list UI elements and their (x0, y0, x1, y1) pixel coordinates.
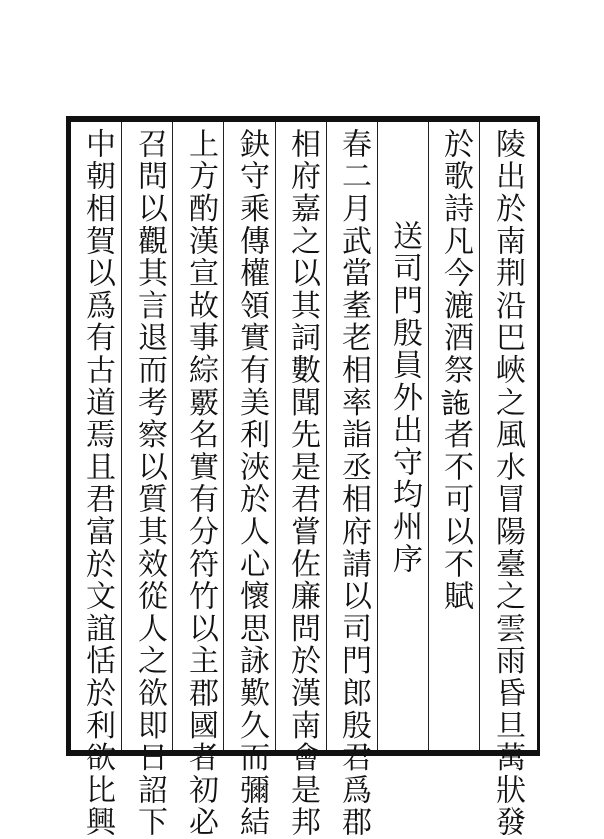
column-rule (275, 122, 276, 750)
column-text: 陵出於南荆沿巴峽之風水冒陽臺之雲雨昏旦萬狀發 (490, 128, 525, 839)
column-text: 上方酌漢宣故事綜覈名實有分符竹以主郡國者初必 (183, 128, 218, 839)
section-heading: 送司門殷員外出守均州序 (387, 220, 422, 576)
column-rule (326, 122, 327, 750)
column-rule (479, 122, 480, 750)
column-text: 鈌守乘傳權領實有美利浹於人心懷思詠歎久而彌結 (234, 128, 269, 839)
text-column-5 (278, 128, 326, 839)
column-rule (121, 122, 122, 750)
text-frame (66, 116, 540, 839)
column-text: 春二月武當耊老相率詣丞相府請以司門郎殷君爲郡 (336, 128, 371, 839)
text-column-3-heading (380, 128, 428, 748)
column-text: 召問以觀其言退而考察以質其效從人之欲即日詔下 (132, 128, 167, 839)
column-text: 於歌詩凡今漉酒祭𧦧者不可以不賦 (438, 128, 473, 613)
text-column-9 (73, 128, 121, 839)
text-column-4 (329, 128, 377, 839)
column-rule (377, 122, 378, 750)
text-column-1 (483, 128, 531, 839)
text-column-8 (125, 128, 173, 839)
text-column-2 (431, 128, 479, 748)
text-column-7 (176, 128, 224, 839)
text-column-6 (227, 128, 275, 839)
column-rule (428, 122, 429, 750)
column-text: 中朝相賀以爲有古道焉且君富於文誼恬於利欲比興 (80, 128, 115, 839)
column-text: 相府嘉之以其詞數聞先是君嘗佐廉問於漢南會是邦 (285, 128, 320, 839)
